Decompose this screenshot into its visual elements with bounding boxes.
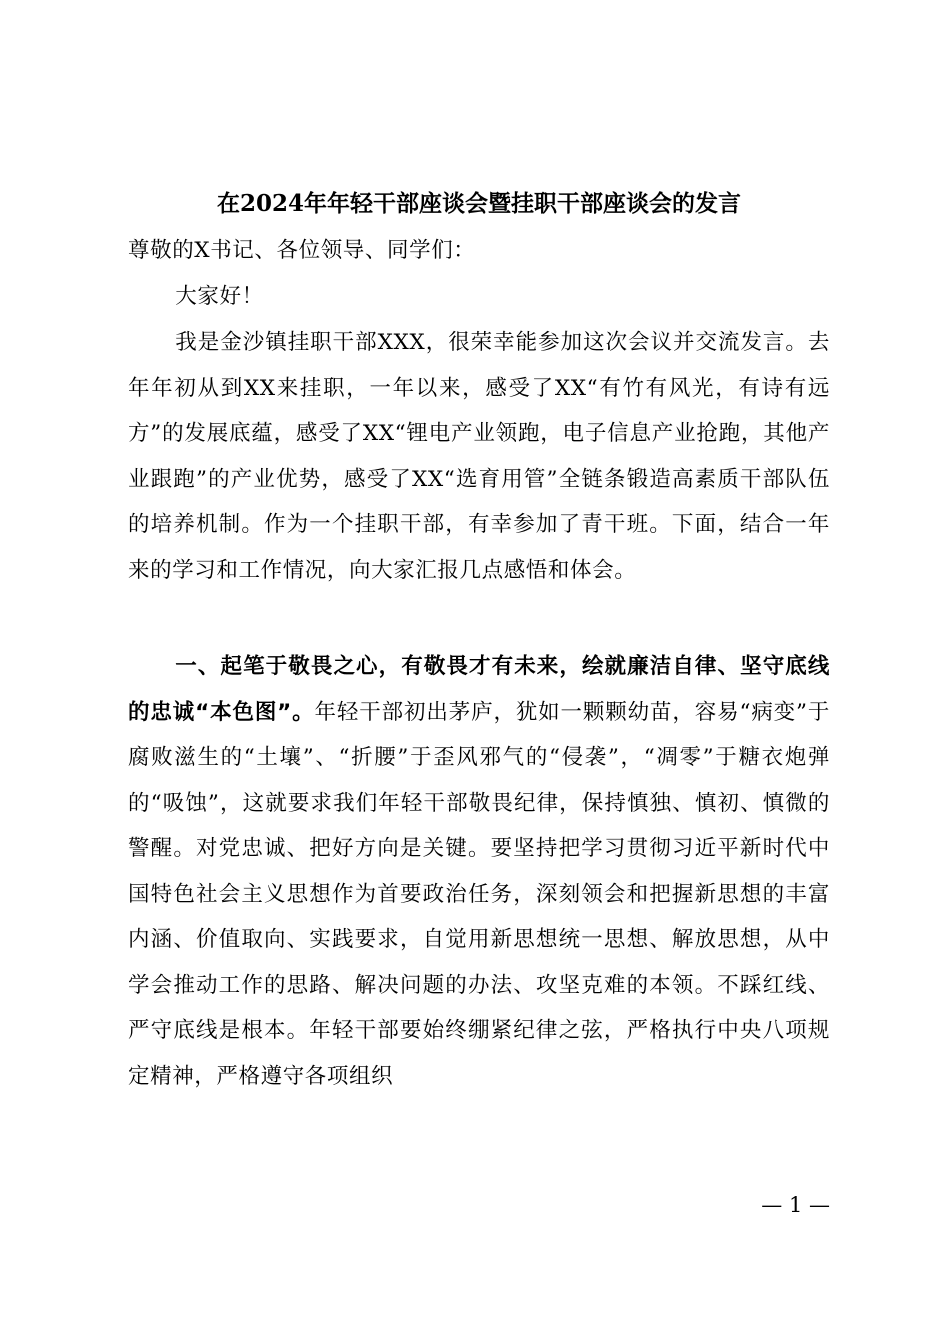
section-one-heading: 一、起笔于敬畏之心，有敬畏才有未来，绘就廉洁自律、坚守底线的忠诚“本色图”。 xyxy=(128,654,830,725)
intro-paragraph: 我是金沙镇挂职干部XXX，很荣幸能参加这次会议并交流发言。去年年初从到XX来挂职，一年以来，感受了XX“有竹有风光，有诗有远方”的发展底蕴，感受了XX“锂电产业领跑，电子信息产业抢跑，其他产业跟跑”的产业优势，感受了XX“选育用管”全链条锻造高素质干部队伍的培养机制。作为一个挂职干部，有幸参加了青干班。下面，结合一年来的学习和工作情况，向大家汇报几点感悟和体会。 xyxy=(128,330,830,583)
section-one-body: 年轻干部初出茅庐，犹如一颗颗幼苗，容易“病变”于腐败滋生的“土壤”、“折腰”于歪风邪气的“侵袭”，“凋零”于糖衣炮弹的“吸蚀”，这就要求我们年轻干部敬畏纪律，保持慎独、慎初、慎微的警醒。对党忠诚、把好方向是关键。要坚持把学习贯彻习近平新时代中国特色社会主义思想作为首要政治任务，深刻领会和把握新思想的丰富内涵、价值取向、实践要求，自觉用新思想统一思想、解放思想，从中学会推动工作的思路、解决问题的办法、攻坚克难的本领。不踩红线、严守底线是根本。年轻干部要始终绷紧纪律之弦，严格执行中央八项规定精神，严格遵守各项组织 xyxy=(128,699,830,1089)
page-number: — 1 — xyxy=(761,1193,830,1217)
section-one-paragraph xyxy=(128,644,830,1099)
document-title: 在2024年年轻干部座谈会暨挂职干部座谈会的发言 xyxy=(216,190,741,217)
greeting-line: 尊敬的X书记、各位领导、同学们： xyxy=(128,238,476,263)
hello-line: 大家好！ xyxy=(175,284,264,309)
